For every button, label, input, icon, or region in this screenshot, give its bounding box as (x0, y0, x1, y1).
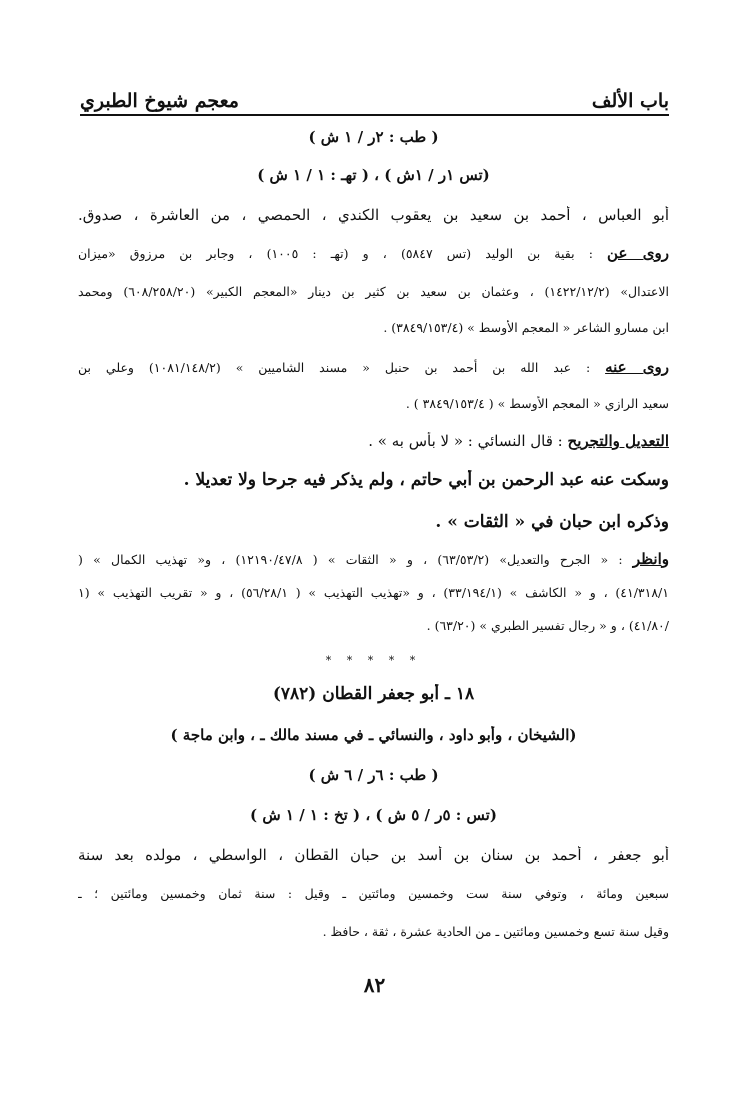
header-rule (80, 114, 669, 116)
appraisal-text: : قال النسائي : « لا بأس به » . (368, 432, 563, 450)
sigla-line: (تس : ٥ر / ٥ ش ) ، ( تخ : ١ / ١ ش ) (250, 806, 497, 824)
page-number: ٨٢ (363, 973, 386, 997)
sources-line: (الشيخان ، وأبو داود ، والنسائي ـ في مسند مالك ـ ، وابن ماجة ) (170, 726, 577, 744)
section-separator: * * * * * (325, 654, 422, 667)
sigla-line: ( طب : ٦ر / ٦ ش ) (308, 766, 439, 784)
narrated-by-label: روى عنه (605, 358, 669, 376)
references-line: ٤١/٣١٨/١) ، و « الكاشف » (٣٣/١٩٤/١) ، و «تهذيب التهذيب » ( ٥٦/٢٨/١) ، و « تقريب التهذيب » (١ (78, 585, 669, 600)
references-label: وانظر (632, 550, 669, 568)
narrated-from-label: روى عن (607, 244, 669, 262)
appraisal-line (78, 432, 669, 450)
references-line: /٤١/٨٠) ، و « رجال تفسير الطبري » (٦٣/٢٠) . (426, 618, 669, 633)
references-line (78, 550, 669, 568)
narrated-by-line (78, 358, 669, 376)
references-text: : « الجرح والتعديل» (٦٣/٥٣/٢) ، و « الثقات » ( ١٢١٩٠/٤٧/٨) ، و« تهذيب الكمال » ( (78, 552, 623, 567)
appraisal-label: التعديل والتجريح (567, 432, 669, 450)
biography-line: سبعين ومائة ، وتوفي سنة ست وخمسين ومائتين ـ وقيل : سنة ثمان وخمسين ومائتين ؛ ـ (78, 886, 669, 901)
narrated-by-line: سعيد الرازي « المعجم الأوسط » ( ٣٨٤٩/١٥٣/٤ ) . (405, 396, 669, 411)
running-header (80, 70, 669, 112)
narrated-from-line (78, 244, 669, 262)
sigla-line: (تس ١ر / ١ش ) ، ( تهـ : ١ / ١ ش ) (257, 166, 490, 184)
chapter-title: باب الألف (591, 90, 669, 112)
biography-line: أبو العباس ، أحمد بن سعيد بن يعقوب الكندي ، الحمصي ، من العاشرة ، صدوق. (78, 206, 669, 224)
narrated-from-text: : بقية بن الوليد (تس ٥٨٤٧) ، و (تهـ : ١٠٠٥) ، وجابر بن مرزوق «ميزان (78, 246, 593, 261)
note-line: وذكره ابن حبان في « الثقات » . (435, 512, 669, 532)
note-line: وسكت عنه عبد الرحمن بن أبي حاتم ، ولم يذكر فيه جرحا ولا تعديلا . (183, 470, 669, 490)
biography-line: أبو جعفر ، أحمد بن سنان بن أسد بن حبان القطان ، الواسطي ، مولده بعد سنة (78, 846, 669, 864)
entry-title: ١٨ ـ أبو جعفر القطان (٧٨٢) (272, 684, 475, 704)
book-title: معجم شيوخ الطبري (80, 90, 239, 112)
narrated-from-line: ابن مسارو الشاعر « المعجم الأوسط » (٣٨٤٩/١٥٣/٤) . (383, 320, 669, 335)
sigla-line: ( طب : ٢ر / ١ ش ) (308, 128, 439, 146)
biography-line: وقيل سنة تسع وخمسين ومائتين ـ من الحادية عشرة ، ثقة ، حافظ . (322, 924, 669, 939)
narrated-from-line: الاعتدال» (١٤٢٢/١٢/٢) ، وعثمان بن سعيد بن كثير بن دينار «المعجم الكبير» (٦٠٨/٢٥٨/٢٠) ومحمد (78, 284, 669, 299)
narrated-by-text: : عبد الله بن أحمد بن حنبل « مسند الشاميين » (١٠٨١/١٤٨/٢) وعلي بن (78, 360, 591, 375)
